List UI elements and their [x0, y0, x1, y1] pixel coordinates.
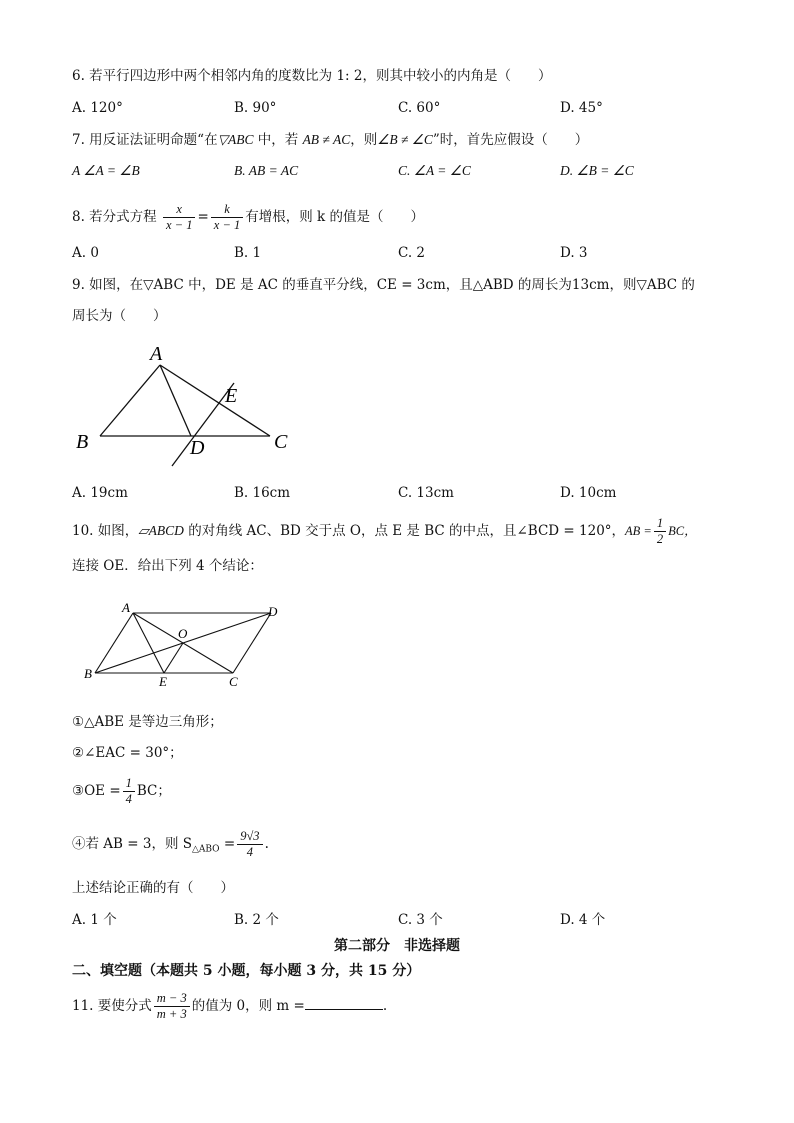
q11-fraction: $\frac{m - 3}{m + 3}$: [154, 991, 190, 1022]
q10-label-e: E: [159, 674, 167, 689]
q10-fraction: $\frac{1}{2}$: [654, 516, 666, 547]
q11-stem: 11. 要使分式 $\frac{m - 3}{m + 3}$ 的值为 0，则 m = .: [72, 991, 388, 1021]
q10-label-c: C: [229, 674, 238, 689]
q10-option-b: B. 2 个: [234, 912, 279, 928]
q6-option-b: B. 90°: [234, 100, 277, 116]
q8-stem: 8. 若分式方程 $\frac{x}{x - 1}$ = $\frac{k}{x - 1}$ 有增根，则 k 的值是（ ）: [72, 202, 425, 232]
q10-stem-line2: 连接 OE．给出下列 4 个结论：: [72, 558, 263, 574]
q9-label-e: E: [225, 385, 238, 407]
q7-stem: 7. 用反证法证明命题“在▽ABC 中，若 AB ≠ AC，则∠B ≠ ∠C”时，首先应假设（ ）: [72, 132, 589, 148]
q8-option-c: C. 2: [398, 245, 426, 261]
q10-conclusion-2: ②∠EAC = 30°；: [72, 745, 183, 761]
q10-option-c: C. 3 个: [398, 912, 443, 928]
q7-option-c: C. ∠A = ∠C: [398, 163, 471, 178]
q7-option-a: A ∠A = ∠B: [72, 163, 140, 178]
q10-parallelogram-figure: [78, 598, 288, 690]
section2-title: 二、填空题（本题共 5 小题，每小题 3 分，共 15 分）: [72, 963, 421, 979]
q10-label-d: D: [268, 604, 278, 619]
q9-label-c: C: [274, 431, 288, 453]
q10-stem-line1: 10. 如图，▱ABCD 的对角线 AC、BD 交于点 O，点 E 是 BC 的中点，且∠BCD = 120°，AB = $\frac{1}{2}$ BC，: [72, 516, 697, 546]
q7-option-d: D. ∠B = ∠C: [560, 163, 634, 178]
q9-triangle-figure: [70, 338, 310, 473]
q10-label-o: O: [178, 626, 188, 641]
q8-fraction-right: $\frac{k}{x - 1}$: [211, 202, 243, 233]
q11-answer-blank[interactable]: [305, 995, 383, 1010]
q10-conclusion-1: ①△ABE 是等边三角形；: [72, 714, 223, 730]
q9-label-a: A: [150, 343, 163, 365]
q8-option-a: A. 0: [72, 245, 99, 261]
q10-conclusion-3: ③OE = $\frac{1}{4}$ BC；: [72, 776, 171, 806]
q7-option-b: B. AB = AC: [234, 163, 299, 178]
q8-option-d: D. 3: [560, 245, 588, 261]
q6-option-c: C. 60°: [398, 100, 441, 116]
part2-title: 第二部分 非选择题: [334, 938, 460, 954]
q10-label-a: A: [122, 600, 130, 615]
q8-fraction-left: $\frac{x}{x - 1}$: [163, 202, 195, 233]
q6-stem: 6. 若平行四边形中两个相邻内角的度数比为 1: 2，则其中较小的内角是（ ）: [72, 68, 552, 84]
q9-option-d: D. 10cm: [560, 485, 617, 501]
q10-label-b: B: [84, 666, 92, 681]
q10-option-d: D. 4 个: [560, 912, 606, 928]
q6-option-a: A. 120°: [72, 100, 123, 116]
q9-label-d: D: [190, 437, 205, 459]
q9-stem-line2: 周长为（ ）: [72, 308, 167, 324]
q10-option-a: A. 1 个: [72, 912, 117, 928]
q9-option-b: B. 16cm: [234, 485, 291, 501]
q10-question: 上述结论正确的有（ ）: [72, 880, 234, 896]
q9-option-c: C. 13cm: [398, 485, 454, 501]
q6-option-d: D. 45°: [560, 100, 603, 116]
q10-conclusion-4: ④若 AB = 3，则 $S_{\triangle ABO}$ = $\frac{9√3}{4}$ .: [72, 829, 269, 859]
q8-option-b: B. 1: [234, 245, 262, 261]
q9-stem-line1: 9. 如图，在▽ABC 中，DE 是 AC 的垂直平分线，CE = 3cm，且△ABD 的周长为13cm，则▽ABC 的: [72, 277, 695, 293]
q9-label-b: B: [76, 431, 89, 453]
q9-option-a: A. 19cm: [72, 485, 128, 501]
